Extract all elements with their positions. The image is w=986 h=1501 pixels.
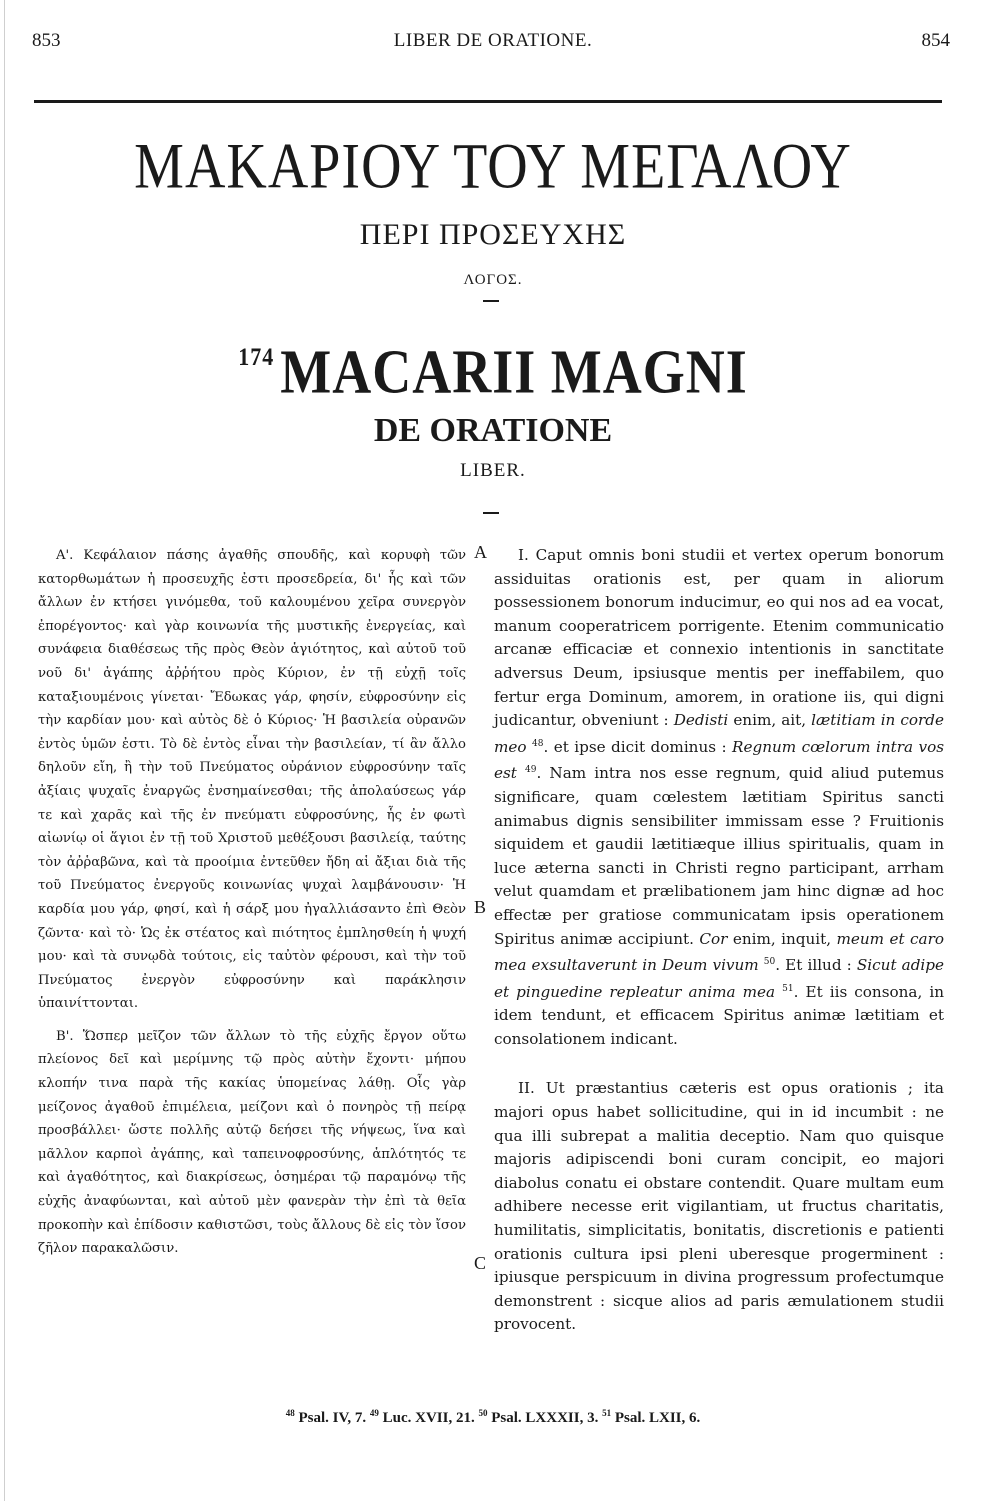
page-number-left: 853 xyxy=(32,30,61,51)
footnote-ref: 49 xyxy=(525,765,537,776)
greek-title: ΜΑΚΑΡΙΟΥ ΤΟΥ ΜΕΓΑΛΟΥ xyxy=(134,131,852,203)
header-rule xyxy=(34,100,942,103)
divider-dash xyxy=(483,512,499,514)
running-header xyxy=(0,30,986,60)
column-number: 174 xyxy=(238,341,275,371)
latin-title-text: MACARII MAGNI xyxy=(280,337,748,407)
footnotes: $^{48}$ Psal. IV, 7. $^{49}$ Luc. XVII, 21. $^{50}$ Psal. LXXXII, 3. $^{51}$ Psal. LXII, 6. xyxy=(285,1408,701,1426)
footnote-ref: 51 xyxy=(782,983,794,994)
footnote-ref: 48 xyxy=(532,738,544,749)
margin-letter-a: A xyxy=(474,542,487,562)
greek-column xyxy=(38,544,466,1261)
running-title: LIBER DE ORATIONE. xyxy=(393,30,593,51)
greek-label: ΛΟΓΟΣ. xyxy=(463,272,523,288)
divider-dash xyxy=(483,300,499,302)
greek-paragraph-2: Β'. Ὥσπερ μεῖζον τῶν ἄλλων τὸ τῆς εὐχῆς ἔργον οὕτω πλείονος δεῖ καὶ μερίμνης τῷ πρὸς αὐτὴν ἔχοντι· μήπου κλοπήν τινα παρὰ τῆς κακίας ὑπομείνας λάθῃ. Οἷς γὰρ μείζονος ἀγαθοῦ ἐπιμέλεια, μείζονι καὶ ὁ πονηρὸς τῇ πείρᾳ προσβάλλει· ὥστε πολλῆς αὐτῷ δεήσει τῆς νήψεως, ἵνα καὶ μᾶλλον καρποὶ ἀγάπης, καὶ ταπεινοφροσύνης, ἁπλότητός τε καὶ ἀγαθότητος, καὶ διακρίσεως, ὁσημέραι τῷ παραμόνῳ τῆς εὐχῆς ἀναφύωνται, καὶ αὐτοῦ μὲν φανερὰν τὴν ἐπὶ τὰ θεῖα προκοπὴν καὶ ἐπίδοσιν καθιστῶσι, τοὺς ἄλλους δὲ εἰς τὸν ἴσον ζῆλον παρακαλῶσιν. xyxy=(38,1028,466,1257)
latin-label: LIBER. xyxy=(460,460,526,481)
latin-title xyxy=(0,336,986,407)
greek-paragraph-1: Α'. Κεφάλαιον πάσης ἀγαθῆς σπουδῆς, καὶ κορυφὴ τῶν κατορθωμάτων ἡ προσευχῆς ἐστι προσεδρεία, δι' ἧς καὶ τῶν ἄλλων ἐν κτήσει γινόμεθα, τοῦ καλουμένου χεῖρα συνεργὸν ἐπορέγοντος· καὶ γὰρ κοινωνία τῆς μυστικῆς ἐνεργείας, καὶ συνάφεια διαθέσεως τῆς πρὸς Θεὸν ἁγιότητος, καὶ αὐτοῦ τοῦ νοῦ δι' ἀγάπης ἀῤῥήτου πρὸς Κύριον, ἐν τῇ εὐχῇ τοῖς καταξιουμένοις γίνεται· Ἔδωκας γάρ, φησίν, εὐφροσύνην εἰς τὴν καρδίαν μου· καὶ αὐτὸς δὲ ὁ Κύριος· Ἡ βασιλεία οὐρανῶν ἐντὸς ὑμῶν ἐστι. Τὸ δὲ ἐντὸς εἶναι τὴν βασιλείαν, τί ἂν ἄλλο δηλοῦν εἴη, ἢ τὴν τοῦ Πνεύματος οὐράνιον εὐφροσύνην ταῖς ἀξίαις ψυχαῖς ἐναργῶς ἐνσημαίνεσθαι; τῆς ἀπολαύσεως γάρ τε καὶ χαρᾶς καὶ τῆς ἐν πνεύματι εὐφροσύνης, ἧς ἐν φωτὶ αἰωνίῳ οἱ ἅγιοι ἐν τῇ τοῦ Χριστοῦ μεθέξουσι βασιλείᾳ, ταύτης τὸν ἀῤῥαβῶνα, καὶ τὰ προοίμια ἐντεῦθεν ἤδη αἱ ἄξιαι διὰ τῆς τοῦ Πνεύματος ἐνεργοῦς κοινωνίας ψυχαὶ λαμβάνουσιν· Ἡ καρδία μου γάρ, φησί, καὶ ἡ σάρξ μου ἠγαλλιάσαντο ἐπὶ Θεὸν ζῶντα· καὶ τὸ· Ὡς ἐκ στέατος καὶ πιότητος ἐμπλησθείη ἡ ψυχή μου· καὶ τὰ συνῳδὰ τούτοις, εἰς ταὐτὸν φέρουσι, καὶ τὴν τοῦ Πνεύματος ἐνεργὸν εὐφροσύνην καὶ παράκλησιν ὑπαινίττονται. xyxy=(38,548,466,1012)
page-number-right: 854 xyxy=(921,30,950,51)
margin-letter-b: B xyxy=(474,897,487,917)
footnote-ref: 50 xyxy=(763,957,776,968)
latin-subtitle: DE ORATIONE xyxy=(373,412,613,449)
margin-letter-c: C xyxy=(474,1253,487,1273)
greek-subtitle: ΠΕΡΙ ΠΡΟΣΕΥΧΗΣ xyxy=(359,218,627,251)
latin-paragraph-1: I. Caput omnis boni studii et vertex operum bonorum assiduitas orationis est, per quam in aliorum possessionem bonorum inducimur, eo qui nos ad ea vocat, manum cooperatricem porrigente. Etenim communicatio arcanæ efficaciæ et connexio intentionis in sanctitate adversus Deum, ipsiusque mentis per ineffabilem, quo fertur erga Dominum, amorem, in oratione iis, qui digni judicantur, obveniunt : Dedisti enim, ait, lætitiam in corde meo $^{48}$. et ipse dicit dominus : Regnum cœlorum intra vos est $^{49}$. Nam intra nos esse regnum, quid aliud putemus significare, quam cœlestem lætitiam Spiritus sancti animabus dignis sensibiliter immissam esse ? Fruitionis siquidem et gaudii lætitiæque illius spiritualis, quam in luce æterna sancti in Christi regno participant, arrham velut quamdam et prælibationem jam hinc dignæ ad hoc effectæ per gratiose communicatam ipsis operationem Spiritus animæ accipiunt. Cor enim, inquit, meum et caro mea exsultaverunt in Deum vivum $^{50}$. Et illud : Sicut adipe et pinguedine repleatur anima mea $^{51}$. Et iis consona, in idem tendunt, et efficacem Spiritus animæ lætitiam et consolationem indicant. xyxy=(494,546,945,1048)
latin-paragraph-2: II. Ut præstantius cæteris est opus orationis ; ita majori opus habet sollicitudine, qui in id incumbit : ne qua illi subrepat a malitia deceptio. Nam quo quisque majoris adipiscendi boni curam concipit, eo majori diabolus conatu ei obstare contendit. Quare multam eum adhibere necesse erit vigilantiam, ut fructus charitatis, humilitatis, simplicitatis, bonitatis, discretionis e patienti orationis cultura ipsi pleni uberesque progerminent : ipiusque perspicuum in divina progressum profectumque demonstrent : sicque alios ad paris æmulationem studii provocent. xyxy=(494,1079,944,1334)
latin-column xyxy=(494,544,944,1337)
